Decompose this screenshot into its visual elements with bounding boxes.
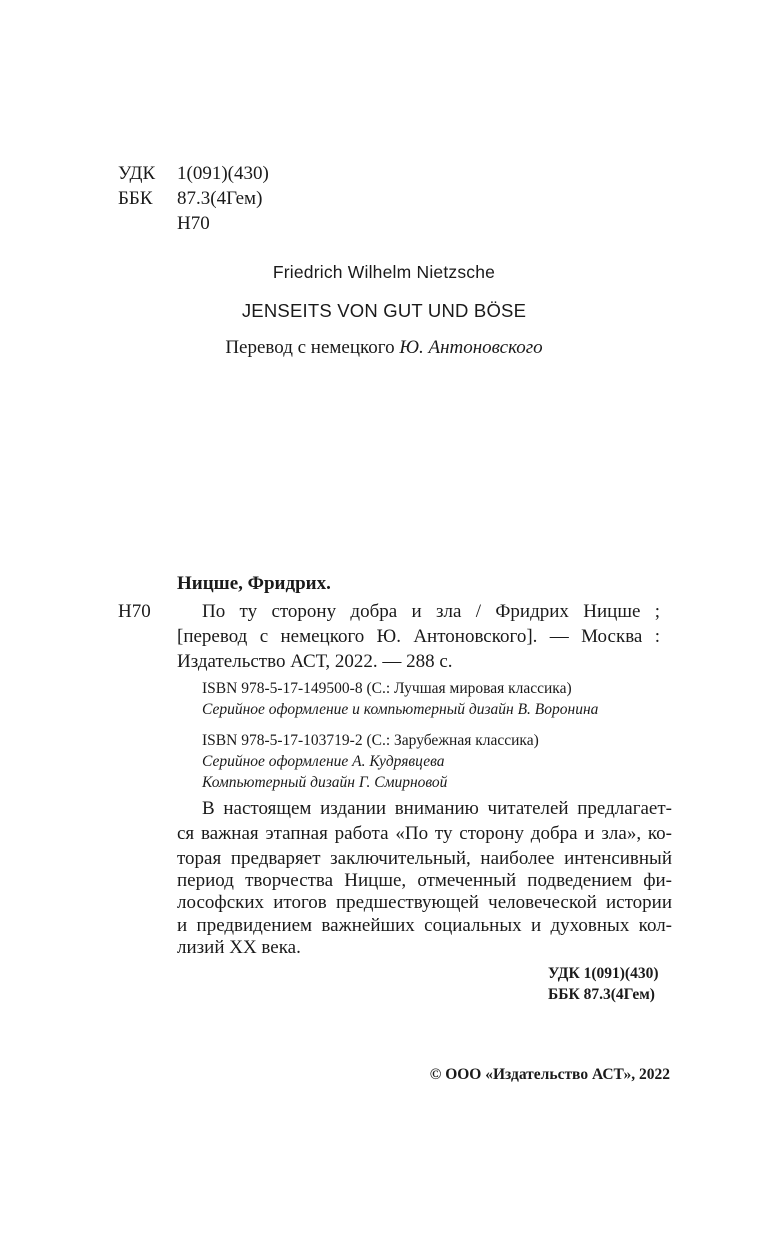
copyright-notice: © ООО «Издательство АСТ», 2022 [429,1066,670,1083]
original-title: JENSEITS VON GUT UND BÖSE [241,300,527,321]
udk-footer: УДК 1(091)(430) [548,965,659,982]
udk-label: УДК [118,163,156,184]
isbn-1-credit: Серийное оформление и компьютерный дизайн В. Воронина [202,701,599,718]
isbn-2-credit-1: Серийное оформление А. Кудрявцева [202,753,445,770]
isbn-1: ISBN 978-5-17-149500-8 (С.: Лучшая мировая классика) [202,680,572,697]
annotation-line-2: ся важная этапная работа «По ту сторону добра и зла», ко- [177,823,672,844]
bbk-value: 87.3(4Гем) [177,188,263,209]
annotation-line-3: торая предваряет заключительный, наиболее интенсивный [177,848,672,869]
isbn-2-credit-2: Компьютерный дизайн Г. Смирновой [202,774,448,791]
catalog-line-3: Издательство АСТ, 2022. — 288 с. [177,651,453,672]
annotation-line-5: лософских итогов предшествующей человеческой истории [177,892,672,913]
translation-line [0,337,768,359]
annotation-line-1: В настоящем издании вниманию читателей предлагает- [202,798,672,819]
annotation-line-7: лизий XX века. [177,937,301,958]
catalog-author-mark: Н70 [118,601,151,622]
author-mark: Н70 [177,213,210,234]
udk-value: 1(091)(430) [177,163,269,184]
bbk-footer: ББК 87.3(4Гем) [548,986,655,1003]
translator-name: Ю. Антоновского [399,337,543,358]
bbk-label: ББК [118,188,153,209]
catalog-line-2: [перевод с немецкого Ю. Антоновского]. — Москва : [177,626,660,647]
catalog-line-1: По ту сторону добра и зла / Фридрих Ницше ; [202,601,660,622]
isbn-2: ISBN 978-5-17-103719-2 (С.: Зарубежная классика) [202,732,539,749]
annotation-line-6: и предвидением важнейших социальных и духовных кол- [177,915,672,936]
translation-prefix: Перевод с немецкого [225,337,395,358]
catalog-heading: Ницше, Фридрих. [177,573,331,594]
original-author: Friedrich Wilhelm Nietzsche [272,262,496,282]
annotation-line-4: период творчества Ницше, отмеченный подведением фи- [177,870,672,891]
